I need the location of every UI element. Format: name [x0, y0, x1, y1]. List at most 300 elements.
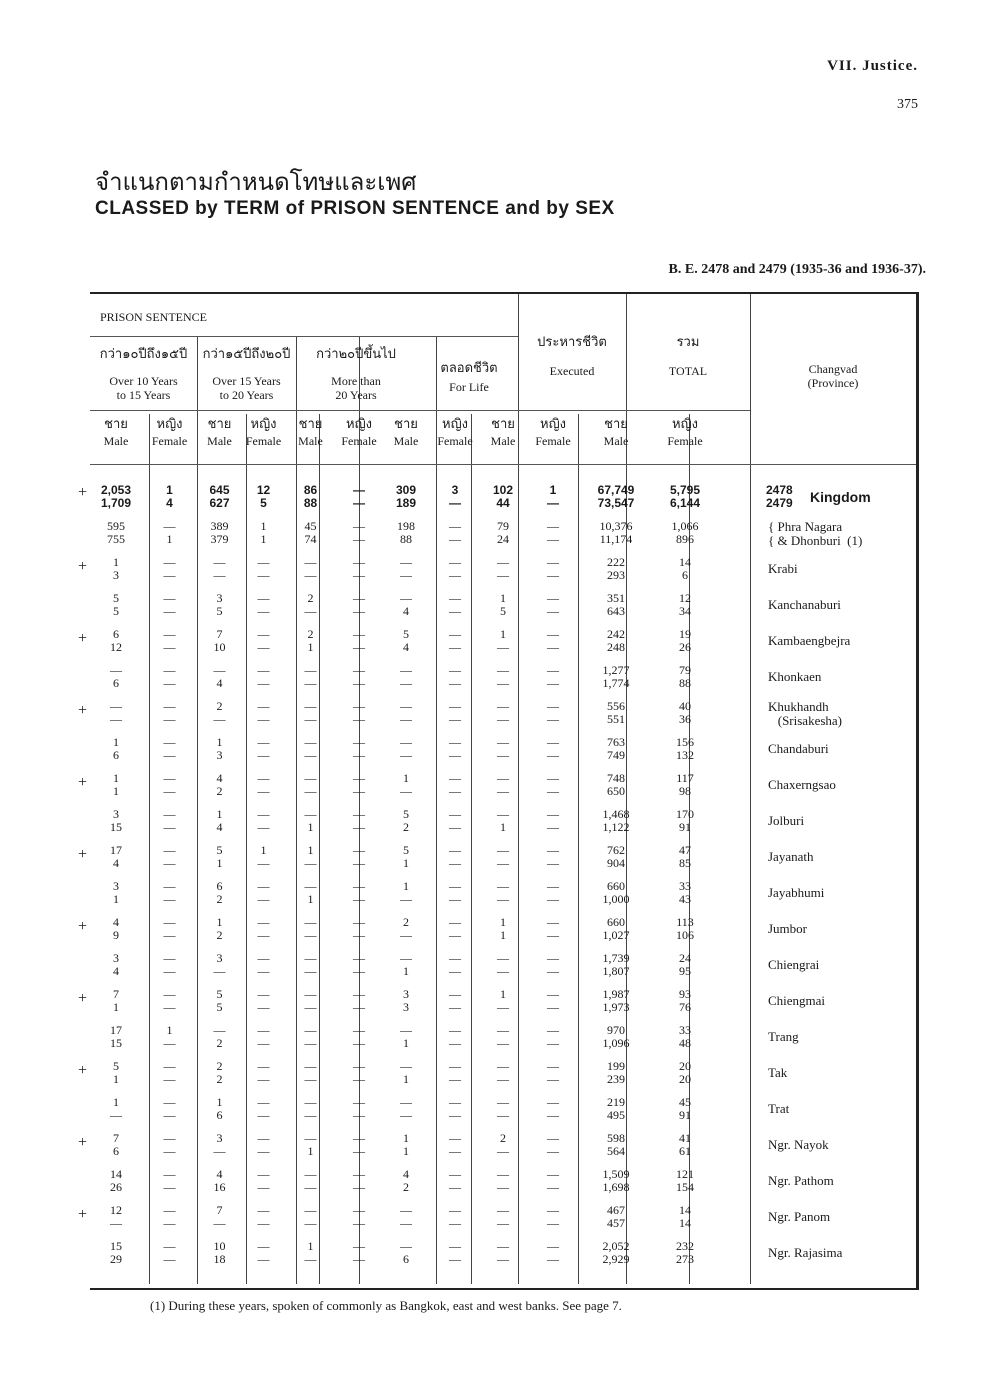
total-thai: รวม — [676, 335, 700, 350]
table-cell: 93 76 — [679, 987, 691, 1014]
table-cell: — — — [304, 951, 317, 978]
table-cell: — — — [353, 699, 365, 726]
table-cell: 222 293 — [607, 555, 625, 582]
table-cell: — — — [449, 1131, 461, 1158]
table-cell: — 1 — [400, 951, 412, 978]
table-cell: 1 — — [400, 771, 412, 798]
male-thai-label: ชาย — [104, 417, 128, 432]
table-cell: 645 627 — [209, 483, 230, 510]
male-subheader — [480, 416, 526, 448]
male-subheader — [382, 416, 430, 448]
province-name: Trat — [768, 1101, 790, 1116]
table-cell: — 6 — [400, 1239, 412, 1266]
table-cell: — 4 — [213, 663, 226, 690]
table-cell: — — — [547, 807, 559, 834]
table-cell: — 1 — [163, 519, 176, 546]
province-name: Chiengrai — [768, 957, 820, 972]
table-cell: — — — [449, 519, 461, 546]
table-cell: 3 — — [213, 951, 226, 978]
table-cell: 309 189 — [395, 483, 417, 510]
table-cell: 14 26 — [110, 1167, 122, 1194]
table-cell: 12 5 — [256, 483, 271, 510]
table-cell: — — — [304, 1167, 317, 1194]
table-cell: 2 1 — [307, 627, 314, 654]
table-cell: — 1 — [497, 807, 509, 834]
male-subheader — [90, 416, 142, 448]
margin-mark: + — [78, 990, 88, 1007]
table-cell: — — — [257, 591, 270, 618]
table-cell: — — — [304, 699, 317, 726]
province-name: Jolburi — [768, 813, 805, 828]
table-cell: — — — [547, 915, 559, 942]
margin-mark: + — [78, 846, 88, 863]
female-subheader — [526, 416, 580, 448]
margin-mark: + — [78, 1206, 88, 1223]
table-cell: 748 650 — [607, 771, 625, 798]
table-cell: 3 — — [213, 1131, 226, 1158]
table-cell: 7 10 — [213, 627, 226, 654]
table-cell: — — — [163, 1167, 176, 1194]
table-cell: 5 1 — [113, 1059, 119, 1086]
table-cell: — — — [400, 1095, 412, 1122]
table-cell: 40 36 — [679, 699, 691, 726]
table-cell: — — — [353, 807, 365, 834]
table-cell: — — — [304, 1023, 317, 1050]
table-cell: — — — [400, 699, 412, 726]
table-cell: — — — [497, 699, 509, 726]
group1-english: Over 10 Years to 15 Years — [109, 374, 178, 402]
table-cell: — — — [304, 915, 317, 942]
margin-mark: + — [78, 1062, 88, 1079]
table-cell: — — — [547, 735, 559, 762]
table-cell: — — — [547, 1167, 559, 1194]
table-cell: 4 16 — [213, 1167, 226, 1194]
table-cell: 199 239 — [607, 1059, 625, 1086]
table-cell: — — — [353, 987, 365, 1014]
female-subheader — [242, 416, 285, 448]
title-english: CLASSED by TERM of PRISON SENTENCE and by SEX — [95, 198, 615, 219]
table-cell: — — — [163, 555, 176, 582]
table-cell: — — — [547, 1095, 559, 1122]
table-cell: — — — [497, 1023, 509, 1050]
table-cell: — — — [304, 663, 317, 690]
table-cell: — — — [353, 519, 365, 546]
table-cell: — — — [547, 771, 559, 798]
table-cell: 556 551 — [607, 699, 625, 726]
table-cell: — 1 — [304, 879, 317, 906]
table-cell: 1 — — [400, 879, 412, 906]
life-english: For Life — [449, 380, 489, 394]
table-cell: — — — [304, 555, 317, 582]
female-subheader — [336, 416, 382, 448]
table-cell: 1 2 — [216, 915, 223, 942]
table-cell: — — — [547, 1059, 559, 1086]
margin-mark: + — [78, 630, 88, 647]
table-cell: 660 1,000 — [602, 879, 630, 906]
years-caption: B. E. 2478 and 2479 (1935-36 and 1936-37). — [668, 262, 926, 277]
table-cell: — — — [257, 1095, 270, 1122]
table-cell: 6 12 — [110, 627, 122, 654]
table-cell: 10,376 11,174 — [599, 519, 633, 546]
female-english-label: Female — [341, 434, 377, 448]
table-cell: — — — [257, 1203, 270, 1230]
table-cell: — — — [163, 591, 176, 618]
table-cell: — — — [547, 879, 559, 906]
province-name: Chaxerngsao — [768, 777, 836, 792]
province-name: Kingdom — [810, 489, 871, 505]
group2-thai: กว่า๑๕ปีถึง๒๐ปี — [202, 347, 291, 362]
table-cell: 6 2 — [216, 879, 223, 906]
table-cell: — — — [163, 699, 176, 726]
table-cell: — — — [449, 915, 461, 942]
province-name: Ngr. Panom — [768, 1209, 831, 1224]
table-cell: — — — [449, 1059, 461, 1086]
table-cell: — — — [547, 843, 559, 870]
table-cell: 389 379 — [210, 519, 229, 546]
table-cell: — — — [449, 1095, 461, 1122]
year-labels: 2478 2479 — [766, 483, 793, 510]
male-subheader — [197, 416, 242, 448]
female-english-label: Female — [245, 434, 282, 448]
table-cell: 1,987 1,973 — [602, 987, 630, 1014]
female-thai-label: หญิง — [442, 417, 468, 432]
table-cell: 1 6 — [113, 735, 119, 762]
table-cell: — — — [304, 987, 317, 1014]
table-cell: — — — [257, 915, 270, 942]
table-cell: 1 — — [497, 627, 509, 654]
table-cell: — — — [163, 807, 176, 834]
female-english-label: Female — [535, 434, 571, 448]
table-cell: 3 — — [449, 483, 461, 510]
margin-mark: + — [78, 918, 88, 935]
table-cell: — — — [163, 951, 176, 978]
table-cell: 1 — — [163, 1023, 176, 1050]
table-cell: 1 4 — [216, 807, 223, 834]
table-cell: 1 — — [497, 987, 509, 1014]
table-cell: — — — [257, 555, 270, 582]
group3-english: More than 20 Years — [331, 374, 381, 402]
table-cell: — — — [304, 1203, 317, 1230]
table-cell: — — — [547, 519, 559, 546]
table-cell: 79 24 — [497, 519, 509, 546]
table-cell: 7 6 — [113, 1131, 119, 1158]
group2-english: Over 15 Years to 20 Years — [212, 374, 281, 402]
group3-thai: กว่า๒๐ปีขึ้นไป — [316, 347, 396, 362]
female-english-label: Female — [151, 434, 188, 448]
table-cell: 17 4 — [110, 843, 122, 870]
margin-mark: + — [78, 702, 88, 719]
table-cell: 5 5 — [216, 987, 223, 1014]
table-cell: — — — [449, 1239, 461, 1266]
margin-mark: + — [78, 484, 88, 501]
table-cell: — — — [257, 951, 270, 978]
province-name: Jayanath — [768, 849, 814, 864]
table-cell: 2 — — [213, 699, 226, 726]
table-cell: — — — [304, 735, 317, 762]
table-cell: 2 — — [304, 591, 317, 618]
table-cell: — — — [497, 771, 509, 798]
male-thai-label: ชาย — [491, 417, 515, 432]
table-cell: — — — [213, 555, 226, 582]
table-cell: — — — [163, 1131, 176, 1158]
table-cell: 1,468 1,122 — [602, 807, 630, 834]
footnote: (1) During these years, spoken of commonly as Bangkok, east and west banks. See page 7. — [150, 1298, 622, 1313]
table-cell: 3 1 — [113, 879, 119, 906]
province-name: Kambaengbejra — [768, 633, 851, 648]
table-cell: — — — [353, 1059, 365, 1086]
table-cell: — — — [497, 879, 509, 906]
table-cell: 1 4 — [166, 483, 173, 510]
male-english-label: Male — [490, 434, 516, 448]
table-cell: 33 48 — [679, 1023, 691, 1050]
table-cell: 156 132 — [676, 735, 694, 762]
table-cell: 5,795 6,144 — [669, 483, 701, 510]
table-cell: 3 15 — [110, 807, 122, 834]
table-cell: — — — [497, 663, 509, 690]
table-cell: — — — [353, 555, 365, 582]
table-cell: 12 — — [110, 1203, 122, 1230]
table-cell: — — — [163, 771, 176, 798]
female-thai-label: หญิง — [156, 417, 183, 432]
table-cell: 232 273 — [676, 1239, 694, 1266]
table-cell: — — — [547, 591, 559, 618]
table-cell: — 1 — [304, 1131, 317, 1158]
table-cell: — — — [449, 591, 461, 618]
table-cell: 45 74 — [304, 519, 317, 546]
table-cell: — — — [497, 555, 509, 582]
table-cell: — — — [163, 915, 176, 942]
table-cell: — — — [449, 807, 461, 834]
male-english-label: Male — [603, 434, 629, 448]
table-cell: 763 749 — [607, 735, 625, 762]
table-cell: — — — [449, 1167, 461, 1194]
table-cell: — 1 — [304, 807, 317, 834]
table-cell: — — — [163, 663, 176, 690]
table-cell: — — — [353, 663, 365, 690]
table-cell: — — — [353, 915, 365, 942]
table-cell: 14 6 — [679, 555, 691, 582]
table-cell: 17 15 — [110, 1023, 122, 1050]
table-cell: — 2 — [213, 1023, 226, 1050]
table-cell: 660 1,027 — [602, 915, 630, 942]
table-cell: 121 154 — [676, 1167, 694, 1194]
table-cell: 2 2 — [216, 1059, 223, 1086]
table-cell: — — — [449, 951, 461, 978]
table-cell: 117 98 — [676, 771, 694, 798]
table-cell: 1,277 1,774 — [602, 663, 630, 690]
province-name: Trang — [768, 1029, 799, 1044]
table-cell: — — — [110, 699, 122, 726]
table-cell: — — — [497, 843, 509, 870]
table-cell: — — — [400, 555, 412, 582]
table-cell: — — — [547, 951, 559, 978]
table-cell: — — — [547, 1239, 559, 1266]
male-thai-label: ชาย — [298, 417, 323, 432]
table-cell: 33 43 — [679, 879, 691, 906]
table-cell: 5 1 — [216, 843, 223, 870]
table-cell: 762 904 — [607, 843, 625, 870]
table-cell: — — — [547, 1023, 559, 1050]
table-cell: 3 5 — [216, 591, 223, 618]
table-cell: — — — [449, 699, 461, 726]
province-name: Tak — [768, 1065, 788, 1080]
table-cell: 5 4 — [403, 627, 409, 654]
male-english-label: Male — [393, 434, 419, 448]
table-cell: 2 — — [497, 1131, 509, 1158]
table-cell: 1 5 — [500, 591, 506, 618]
table-cell: 1 — — [304, 843, 317, 870]
table-cell: — — — [400, 663, 412, 690]
table-cell: 3 4 — [113, 951, 119, 978]
table-cell: 1 1 — [113, 771, 119, 798]
table-cell: — — — [547, 663, 559, 690]
table-cell: — — — [257, 1167, 270, 1194]
table-cell: 3 3 — [403, 987, 409, 1014]
table-cell: — — — [449, 771, 461, 798]
table-cell: 113 106 — [676, 915, 694, 942]
table-cell: 467 457 — [607, 1203, 625, 1230]
table-cell: — — — [257, 1023, 270, 1050]
executed-english: Executed — [549, 364, 595, 378]
table-cell: 4 2 — [403, 1167, 409, 1194]
table-cell: — — — [257, 1239, 270, 1266]
table-cell: — — — [400, 735, 412, 762]
province-name: Kanchanaburi — [768, 597, 841, 612]
province-header: Changvad (Province) — [807, 362, 859, 390]
life-thai: ตลอดชีวิต — [440, 361, 498, 376]
table-cell: — — — [353, 591, 365, 618]
margin-mark: + — [78, 774, 88, 791]
table-cell: 970 1,096 — [602, 1023, 630, 1050]
table-cell: — — — [353, 483, 365, 510]
table-cell: 1 3 — [216, 735, 223, 762]
female-thai-label: หญิง — [672, 417, 698, 432]
table-cell: — — — [353, 1203, 365, 1230]
table-cell: 1 6 — [216, 1095, 223, 1122]
table-cell: 2,053 1,709 — [100, 483, 132, 510]
table-cell: 14 14 — [679, 1203, 691, 1230]
table-cell: — — — [547, 699, 559, 726]
table-cell: — — — [353, 735, 365, 762]
table-cell: 1,739 1,807 — [602, 951, 630, 978]
table-cell: 242 248 — [607, 627, 625, 654]
table-cell: 5 1 — [403, 843, 409, 870]
table-cell: 7 — — [213, 1203, 226, 1230]
table-cell: — — — [547, 987, 559, 1014]
table-cell: 15 29 — [110, 1239, 122, 1266]
sentence-table — [90, 292, 919, 1290]
table-cell: 7 1 — [113, 987, 119, 1014]
table-cell: — — — [163, 627, 176, 654]
table-cell: — 1 — [400, 1059, 412, 1086]
table-cell: — — — [497, 1239, 509, 1266]
table-cell: — — — [257, 807, 270, 834]
table-cell: 41 61 — [679, 1131, 691, 1158]
table-cell: — — — [449, 627, 461, 654]
female-thai-label: หญิง — [540, 417, 566, 432]
table-cell: — 4 — [400, 591, 412, 618]
table-cell: — — — [304, 1095, 317, 1122]
table-cell: — — — [497, 1059, 509, 1086]
table-cell: — — — [163, 879, 176, 906]
male-subheader — [285, 416, 336, 448]
table-cell: — — — [353, 1131, 365, 1158]
table-cell: — — — [353, 1239, 365, 1266]
table-cell: — — — [497, 1167, 509, 1194]
table-cell: — — — [547, 1131, 559, 1158]
table-cell: — — — [257, 879, 270, 906]
group1-thai: กว่า๑๐ปีถึง๑๕ปี — [99, 347, 188, 362]
table-cell: — — — [400, 1203, 412, 1230]
prison-sentence-header: PRISON SENTENCE — [100, 310, 208, 324]
province-name: Chiengmai — [768, 993, 826, 1008]
margin-mark: + — [78, 1134, 88, 1151]
female-subheader — [430, 416, 480, 448]
table-cell: — — — [353, 627, 365, 654]
table-cell: — — — [257, 1059, 270, 1086]
table-cell: — — — [547, 555, 559, 582]
table-cell: 1,066 896 — [671, 519, 699, 546]
table-cell: — — — [353, 1023, 365, 1050]
table-cell: 102 44 — [492, 483, 514, 510]
table-cell: — — — [257, 627, 270, 654]
table-cell: — — — [449, 987, 461, 1014]
province-name: Krabi — [768, 561, 798, 576]
total-english: TOTAL — [668, 364, 708, 378]
table-cell: 5 2 — [403, 807, 409, 834]
female-subheader — [142, 416, 197, 448]
table-cell: 595 755 — [107, 519, 125, 546]
female-thai-label: หญิง — [346, 417, 372, 432]
table-cell: 24 95 — [679, 951, 691, 978]
table-cell: 1 1 — [500, 915, 506, 942]
female-english-label: Female — [667, 434, 703, 448]
table-cell: — — — [163, 987, 176, 1014]
table-cell: 1 — — [547, 483, 559, 510]
table-cell: 1 — — [304, 1239, 317, 1266]
table-cell: — — — [257, 735, 270, 762]
table-cell: — — — [257, 771, 270, 798]
table-cell: 5 5 — [113, 591, 119, 618]
table-cell: 1 — — [110, 1095, 122, 1122]
table-cell: — 1 — [400, 1023, 412, 1050]
table-cell: 2 — — [400, 915, 412, 942]
male-thai-label: ชาย — [394, 417, 418, 432]
male-english-label: Male — [207, 434, 232, 448]
table-cell: — — — [163, 1095, 176, 1122]
table-cell: — — — [353, 843, 365, 870]
section-header: VII. Justice. — [827, 58, 918, 74]
table-cell: 79 88 — [679, 663, 691, 690]
table-cell: 4 2 — [216, 771, 223, 798]
table-cell: — 6 — [110, 663, 122, 690]
table-cell: — — — [257, 987, 270, 1014]
table-cell: — — — [257, 1131, 270, 1158]
table-cell: — — — [304, 771, 317, 798]
table-cell: 67,749 73,547 — [597, 483, 635, 510]
female-english-label: Female — [437, 434, 473, 448]
table-cell: 45 91 — [679, 1095, 691, 1122]
title-thai: จำแนกตามกำหนดโทษและเพศ — [95, 168, 417, 196]
province-name: Jumbor — [768, 921, 807, 936]
table-cell: 1 1 — [260, 519, 267, 546]
table-cell: — — — [449, 1023, 461, 1050]
table-cell: 47 85 — [679, 843, 691, 870]
province-name: Chandaburi — [768, 741, 829, 756]
table-cell: — — — [163, 1203, 176, 1230]
table-cell: 1 3 — [113, 555, 119, 582]
province-name: Ngr. Pathom — [768, 1173, 834, 1188]
